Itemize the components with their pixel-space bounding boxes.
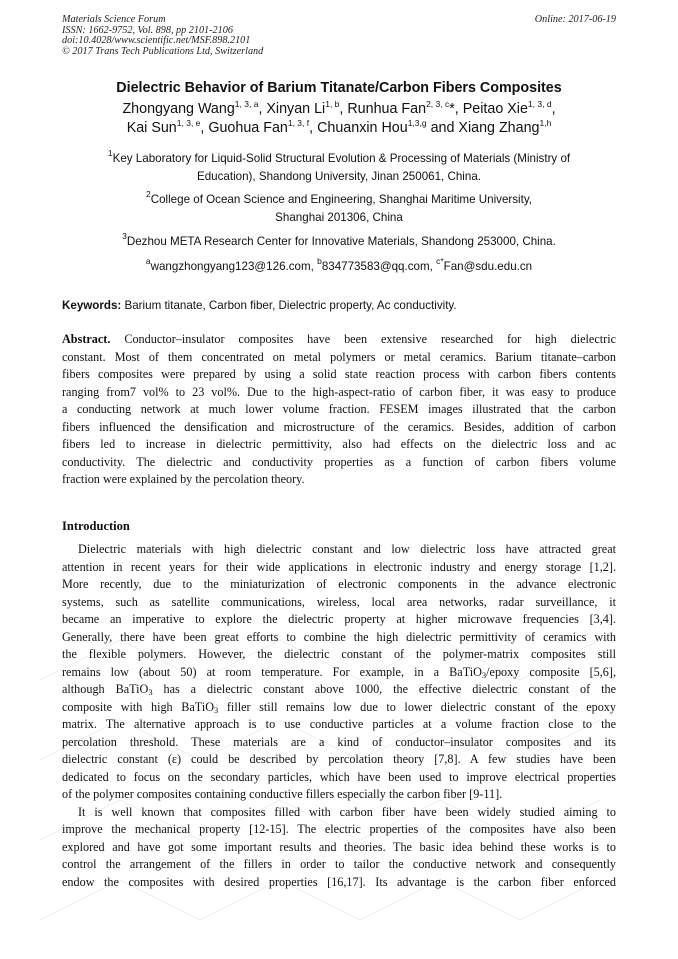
paragraph-line: systems, such as satellite communications, wireless, local area networks, radar surveillance, it: [62, 594, 616, 609]
paragraph-line: the flexible polymers. However, the dielectric constant of the polymer-matrix composites still: [62, 647, 616, 661]
paragraph-line: More recently, due to the miniaturization of electronic components in the advance electronic: [62, 577, 616, 591]
abstract-line: fraction were explained by the percolation theory.: [62, 472, 305, 486]
author-separator: ,: [339, 101, 348, 117]
affiliation-3: [62, 233, 616, 251]
abstract-line: fibers influenced the densification and microstructure of the ceramics. Besides, addition of carbon: [62, 419, 616, 434]
paragraph-line: Generally, there have been great efforts to combine the high dielectric permittivity of ceramics with: [62, 629, 616, 644]
paragraph-line: although BaTiO$_3$ has a dielectric constant above 1000, the effective dielectric constant of the: [62, 682, 616, 697]
author-separator: ,: [258, 101, 267, 117]
affiliation-text: College of Ocean Science and Engineering, Shanghai Maritime University,: [150, 193, 533, 206]
author-affiliation-marker: 1, 3, e: [176, 118, 201, 128]
author-name: Zhongyang Wang: [122, 101, 235, 117]
affiliation-marker: 2: [145, 189, 151, 199]
paragraph-line: control the arrangement of the fillers in order to tailor the conductive network and consequently: [62, 857, 616, 871]
paragraph-line: improve the mechanical property [12-15]. The electric properties of the composites have also been: [62, 822, 616, 836]
author-line-2: [62, 119, 616, 138]
author-name: Runhua Fan: [347, 101, 427, 117]
journal-doi: doi:10.4028/www.scientific.net/MSF.898.2101: [62, 35, 251, 47]
author-line-1: [62, 100, 616, 119]
author-separator: ,: [309, 120, 318, 136]
paragraph-line: dielectric constant (ε) could be described by percolation theory [7,8]. A few studies have been: [62, 752, 616, 766]
paragraph-line: composite with high BaTiO$_3$ filler still remains low due to lower dielectric constant of the epoxy: [62, 699, 616, 715]
author-affiliation-marker: 1, 3, a: [234, 99, 259, 109]
paragraph-line: dedicated to focus on the secondary particles, which have been used to improve electrical properties: [62, 769, 616, 784]
abstract: [62, 331, 616, 489]
abstract-line: constant. Most of them concentrated on metal polymers or metal ceramics. Barium titanate–carbon: [62, 349, 616, 364]
author-affiliation-marker: 1,h: [539, 118, 552, 128]
author-affiliation-marker: 1, 3, d: [527, 99, 552, 109]
paragraph-line: remains low (about 50) at room temperature. For example, in a BaTiO$_3$/epoxy composite [5,6],: [62, 664, 616, 680]
email-c: Fan@sdu.edu.cn: [443, 260, 533, 273]
affiliation-marker: 1: [107, 148, 113, 158]
journal-copyright: © 2017 Trans Tech Publications Ltd, Switzerland: [62, 45, 264, 57]
author-affiliation-marker: 1, 3, f: [287, 118, 310, 128]
journal-name: Materials Science Forum: [62, 14, 166, 25]
abstract-line: conductivity. The dielectric and conductivity properties as a function of carbon fibers volume: [62, 454, 616, 469]
paragraph-line: became an imperative to explore the dielectric property at higher microwave frequencies [3,4].: [62, 612, 616, 626]
journal-issn: ISSN: 1662-9752, Vol. 898, pp 2101-2106: [62, 24, 233, 36]
author-name: Guohua Fan: [208, 120, 288, 136]
affiliation-text: Key Laboratory for Liquid-Solid Structural Evolution & Processing of Materials (Ministry of: [112, 152, 571, 165]
author-affiliation-marker: 1, b: [325, 99, 340, 109]
author-name: Xiang Zhang: [458, 120, 540, 136]
paragraph-line: matrix. The alternative approach is to use conductive particles at a volume fraction close to the: [62, 717, 616, 731]
abstract-line: Abstract. Conductor–insulator composites have been extensive researched for high dielectric: [62, 332, 616, 346]
affiliation-text: Education), Shandong University, Jinan 250061, China.: [196, 169, 481, 183]
paragraph-line: attention in recent years for their wide applications in electronic industry and energy storage [1,2].: [62, 559, 616, 574]
author-name: Xinyan Li: [266, 101, 326, 117]
paragraph-line: It is well known that composites filled with carbon fiber have been widely studied aiming to: [78, 804, 616, 819]
online-date: Online: 2017-06-19: [534, 14, 616, 25]
section-heading: Introduction: [62, 519, 130, 533]
affiliation-1: [62, 150, 616, 185]
email-b: 834773583@qq.com,: [321, 260, 437, 273]
abstract-line: fibers led to increase in dielectric permittivity, also had effects on the dielectric loss and ac: [62, 437, 616, 451]
affiliation-marker: 3: [122, 231, 127, 241]
abstract-line: ranging from7 vol% to 23 vol%. Due to the high-aspect-ratio of carbon fiber, it was easy to produce: [62, 384, 616, 399]
paragraph-line: Dielectric materials with high dielectric constant and low dielectric loss have attracted great: [78, 542, 616, 556]
journal-header: [62, 15, 616, 57]
paragraph-line: explored and have got some important results and theories. The basic idea behind these works is to: [62, 839, 616, 854]
author-name: Kai Sun: [126, 120, 177, 136]
author-separator: *,: [449, 101, 463, 117]
email-marker: b: [317, 256, 322, 266]
author-separator: and: [426, 120, 459, 136]
author-affiliation-marker: 1,3,g: [407, 118, 427, 128]
author-name: Chuanxin Hou: [317, 120, 408, 136]
email-list: [62, 258, 616, 276]
abstract-line: fibers composites were prepared by using a solid state reaction process with carbon fibers contents: [62, 367, 616, 381]
author-name: Peitao Xie: [462, 101, 528, 117]
email-marker: c*: [436, 256, 444, 266]
keywords-text: Barium titanate, Carbon fiber, Dielectric property, Ac conductivity.: [121, 299, 457, 312]
abstract-label: Abstract.: [62, 332, 111, 346]
email-a: wangzhongyang123@126.com,: [150, 260, 318, 273]
introduction-body: [62, 541, 616, 891]
author-list: [62, 100, 616, 138]
affiliation-text: Shanghai 201306, China: [275, 210, 403, 224]
paragraph-line: percolation threshold. These materials are a kind of conductor–insulator composites and its: [62, 734, 616, 749]
abstract-line: a conducting network at much lower volume fraction. FESEM images illustrated that the carbon: [62, 402, 616, 416]
affiliation-2: [62, 191, 616, 226]
paragraph-line: endow the composites with desired properties [16,17]. Its advantage is the carbon fiber enforced: [62, 874, 616, 889]
paragraph-line: of the polymer composites containing conductive fillers especially the carbon fiber [9-11].: [62, 787, 503, 801]
paper-title: Dielectric Behavior of Barium Titanate/Carbon Fibers Composites: [116, 80, 562, 96]
email-marker: a: [145, 256, 151, 266]
author-affiliation-marker: 2, 3, c: [426, 99, 450, 109]
affiliation-text: Dezhou META Research Center for Innovative Materials, Shandong 253000, China.: [126, 235, 556, 248]
author-separator: ,: [200, 120, 209, 136]
keywords-label: Keywords:: [62, 299, 122, 312]
keywords: [62, 298, 616, 314]
author-separator: ,: [551, 101, 556, 117]
